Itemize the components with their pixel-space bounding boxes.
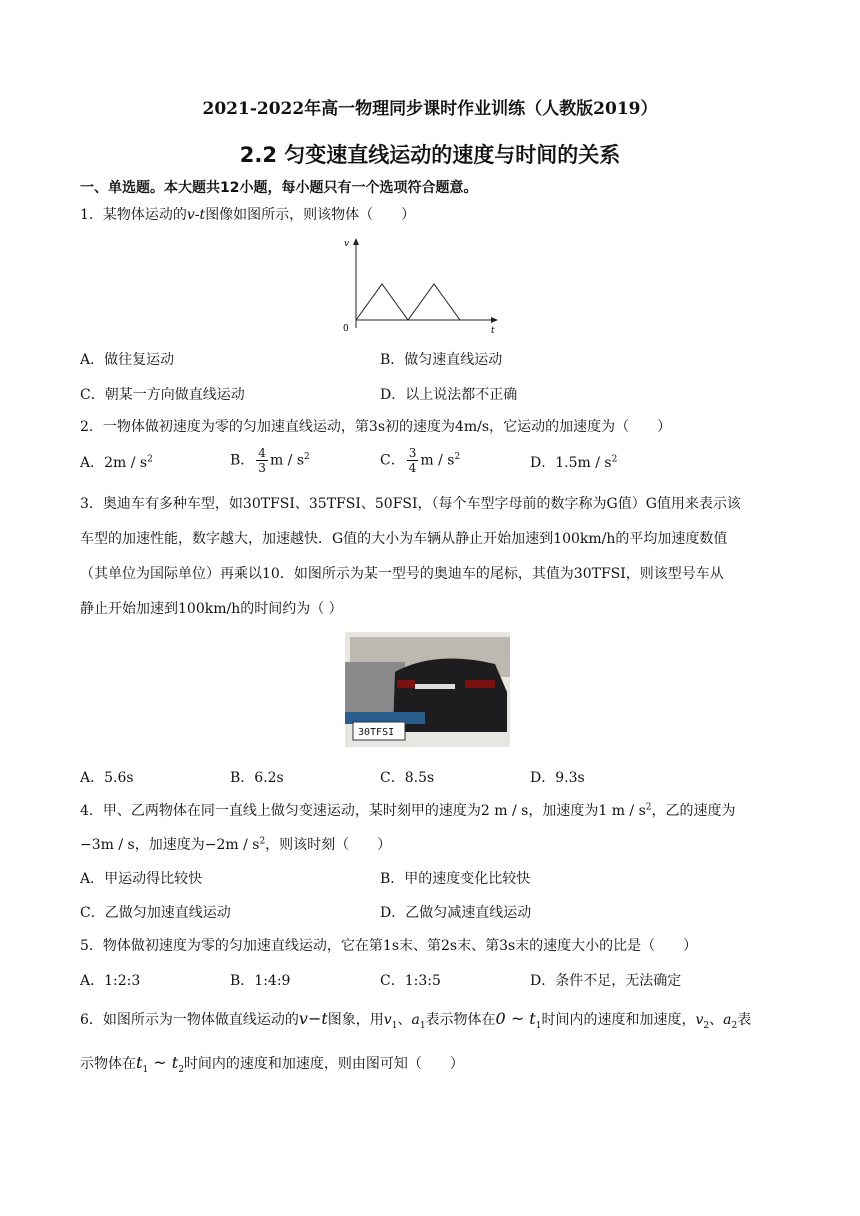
y-axis-label: v [344, 239, 350, 249]
q5-option-b: B．1:4:9 [230, 973, 291, 989]
vt-graph-figure [338, 236, 503, 336]
q1-option-b: B．做匀速直线运动 [380, 352, 503, 368]
question-3-line-1: 3．奥迪车有多种车型，如30TFSI、35TFSI、50FSI，（每个车型字母前的数字称为G值）G值用来表示该 [80, 496, 741, 512]
model-badge-text: 30TFSI [358, 727, 395, 738]
vt-curve [356, 284, 460, 320]
q3-option-a: A．5.6s [80, 770, 134, 786]
x-axis-arrow [491, 317, 498, 323]
origin-label: 0 [343, 324, 349, 334]
question-1-stem: 1．某物体运动的v-t图像如图所示，则该物体（ ） [80, 207, 416, 223]
section-title: 2.2 匀变速直线运动的速度与时间的关系 [239, 143, 621, 167]
q4-option-b: B．甲的速度变化比较快 [380, 871, 531, 887]
question-6-line-1: 6．如图所示为一物体做直线运动的v−t图象，用$v_1$、$a_1$表示物体在0 ~ $t_1$时间内的速度和加速度，$v_2$、$a_2$表 [80, 1009, 752, 1031]
question-2-stem: 2．一物体做初速度为零的匀加速直线运动，第3s初的速度为4m/s，它运动的加速度为（ ） [80, 419, 672, 435]
q2-option-d: D．$1.5m / s^2$ [530, 454, 618, 471]
q4-option-d: D．乙做匀减速直线运动 [380, 905, 532, 921]
q4-option-a: A．甲运动得比较快 [80, 871, 203, 887]
doc-title: 2021-2022年高一物理同步课时作业训练（人教版2019） [202, 99, 658, 119]
question-3-line-4: 静止开始加速到100km/h的时间约为（ ） [80, 601, 343, 617]
question-4-line-2: −3m / s，加速度为$-2m / s^2$，则该时刻（ ） [80, 836, 392, 853]
question-6-line-2: 示物体在$t_1$ ~ $t_2$时间内的速度和加速度，则由图可知（ ） [80, 1053, 464, 1075]
q2-option-b: B． $\frac{4}{3}$ m / $s^2$ [230, 446, 310, 475]
q2-option-c: C． $\frac{3}{4}$ m / $s^2$ [380, 446, 461, 475]
q1-option-d: D．以上说法都不正确 [380, 387, 518, 403]
q1-option-a: A．做往复运动 [80, 352, 175, 368]
q2-option-a: A．$2m / s^2$ [80, 454, 153, 471]
q5-option-a: A．1:2:3 [80, 973, 141, 989]
car-photo [345, 632, 510, 747]
q4-option-c: C．乙做匀加速直线运动 [80, 905, 231, 921]
question-3-line-3: （其单位为国际单位）再乘以10．如图所示为某一型号的奥迪车的尾标，其值为30TFSI，则该型号车从 [80, 566, 724, 582]
q5-option-d: D．条件不足，无法确定 [530, 973, 682, 989]
question-3-line-2: 车型的加速性能，数字越大，加速越快．G值的大小为车辆从静止开始加速到100km/h的平均加速度数值 [80, 531, 728, 547]
q3-option-c: C．8.5s [380, 770, 435, 786]
q3-option-d: D．9.3s [530, 770, 585, 786]
x-axis-label: t [491, 326, 495, 336]
q1-option-c: C．朝某一方向做直线运动 [80, 387, 245, 403]
q5-option-c: C．1:3:5 [380, 973, 441, 989]
tail-light [465, 680, 495, 688]
question-5-stem: 5．物体做初速度为零的匀加速直线运动，它在第1s末、第2s末、第3s末的速度大小的比是（ ） [80, 938, 698, 954]
y-axis-arrow [353, 238, 359, 245]
q3-option-b: B．6.2s [230, 770, 284, 786]
question-4-line-1: 4．甲、乙两物体在同一直线上做匀变速运动，某时刻甲的速度为2 m / s，加速度为1 m / $s^2$，乙的速度为 [80, 802, 736, 819]
section-heading: 一、单选题。本大题共12小题，每小题只有一个选项符合题意。 [80, 180, 478, 196]
